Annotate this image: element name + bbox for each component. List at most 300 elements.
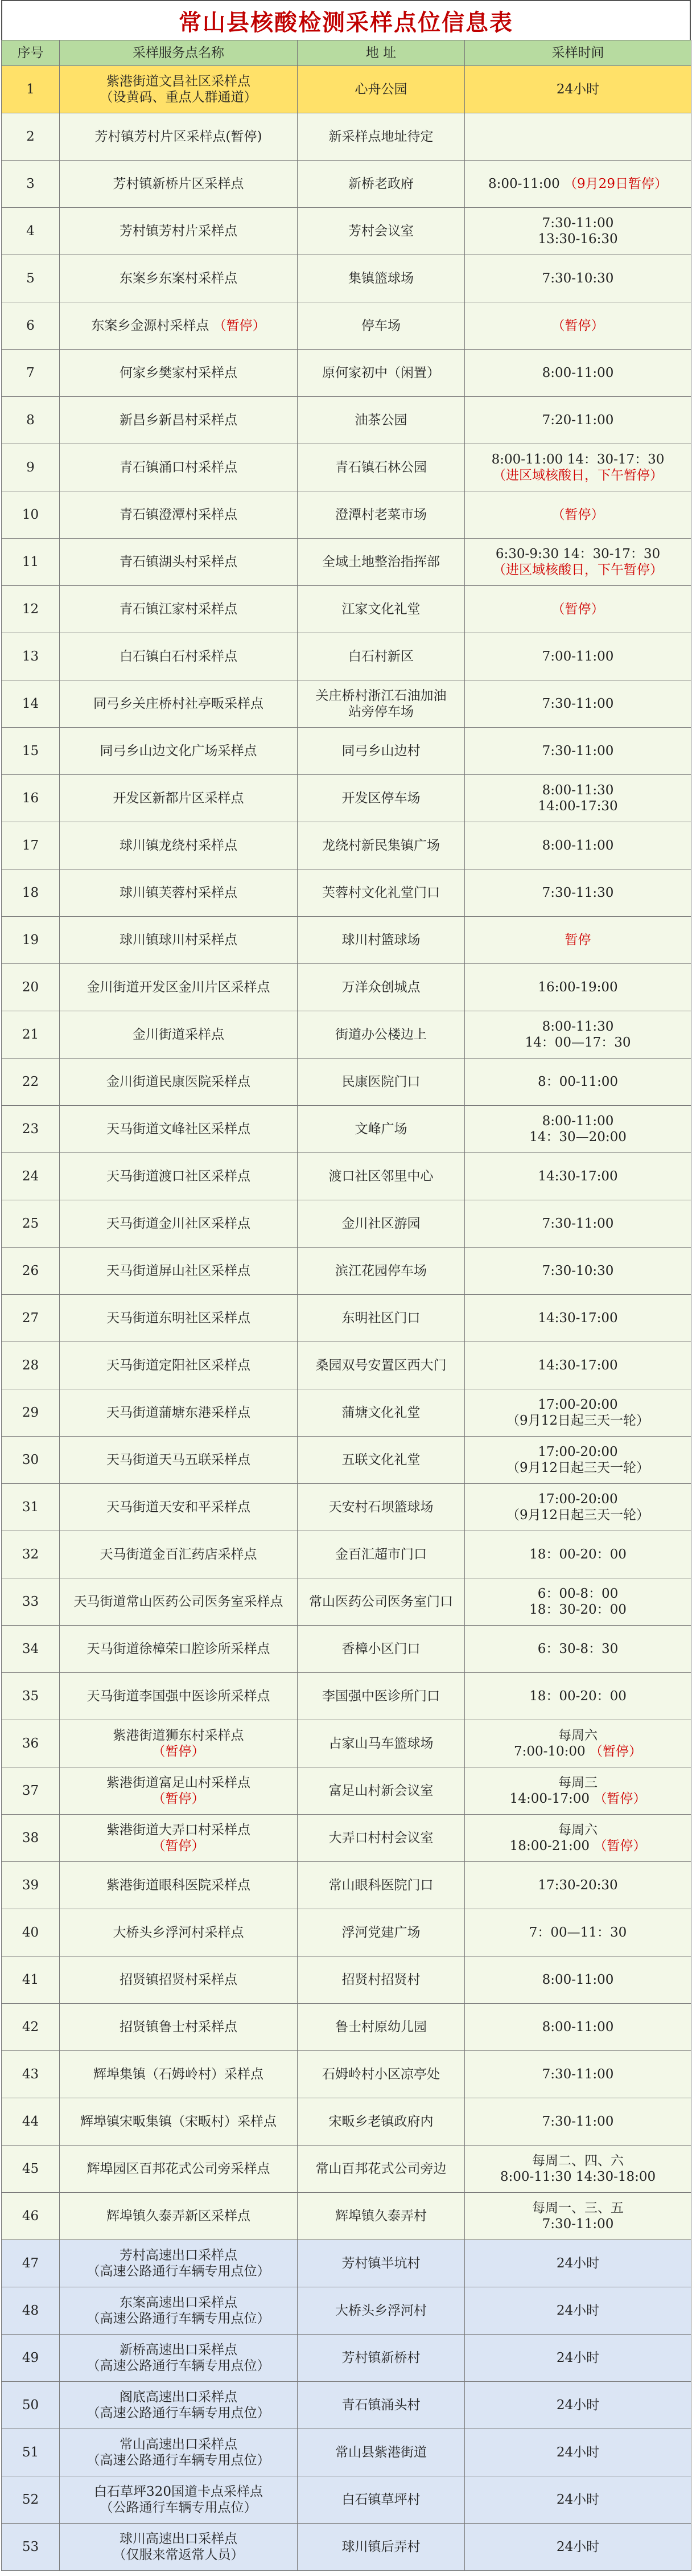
cell-time-line: （暂停） <box>551 602 604 617</box>
table-row <box>2 869 691 917</box>
cell-time <box>465 2193 691 2240</box>
table-row <box>2 2382 691 2429</box>
cell-no: 43 <box>2 2051 60 2098</box>
cell-time <box>465 1437 691 1484</box>
cell-name <box>60 2193 298 2240</box>
cell-name <box>60 2240 298 2287</box>
cell-time-line: 16:00-19:00 <box>538 980 618 995</box>
cell-address <box>298 1342 465 1389</box>
cell-address-line: 东明社区门口 <box>341 1311 421 1326</box>
red-note: （9月29日暂停） <box>564 177 668 191</box>
cell-time-line: 7：00—11：30 <box>529 1925 627 1940</box>
table-row <box>2 917 691 964</box>
cell-time-line: 8:00-11:00 <box>542 1972 614 1987</box>
cell-name <box>60 1626 298 1673</box>
cell-time <box>465 1862 691 1909</box>
cell-time <box>465 1720 691 1767</box>
cell-name-line: 大桥头乡浮河村采样点 <box>113 1925 244 1940</box>
cell-time-line: 6：00-8：00 <box>537 1586 619 1601</box>
cell-no: 7 <box>2 350 60 397</box>
table-row <box>2 2335 691 2382</box>
cell-time <box>465 2382 691 2429</box>
table-row <box>2 2287 691 2335</box>
cell-name <box>60 2287 298 2335</box>
cell-name-line: 阁底高速出口采样点 <box>120 2390 237 2405</box>
cell-address <box>298 208 465 255</box>
cell-no: 46 <box>2 2193 60 2240</box>
cell-name-line: 金川街道民康医院采样点 <box>106 1074 250 1089</box>
cell-address-line: 集镇篮球场 <box>348 271 414 286</box>
table-row <box>2 302 691 350</box>
cell-address-line: 鲁士村原幼儿园 <box>335 2020 427 2034</box>
cell-address-line: 招贤村招贤村 <box>341 1972 421 1987</box>
cell-time <box>465 1342 691 1389</box>
cell-address-line: 芙蓉村文化礼堂门口 <box>322 885 440 900</box>
cell-name-line: 紫港街道大弄口村采样点 <box>106 1823 250 1837</box>
cell-time <box>465 2240 691 2287</box>
red-note: （暂停） <box>590 1744 642 1759</box>
cell-address <box>298 2335 465 2382</box>
cell-time-line: 24小时 <box>556 82 600 97</box>
cell-address-line: 常山县紫港街道 <box>335 2445 427 2460</box>
cell-address <box>298 350 465 397</box>
table-row <box>2 1389 691 1437</box>
cell-time <box>465 917 691 964</box>
cell-time-line: 24小时 <box>556 2351 600 2365</box>
cell-no: 20 <box>2 964 60 1011</box>
cell-no: 44 <box>2 2098 60 2146</box>
cell-address <box>298 491 465 539</box>
cell-time <box>465 66 691 113</box>
cell-name <box>60 444 298 491</box>
cell-address <box>298 1578 465 1626</box>
table-header-row <box>2 40 691 66</box>
cell-time-line: 7:30-11:00 <box>542 2114 614 2129</box>
cell-time <box>465 2476 691 2524</box>
cell-no: 38 <box>2 1815 60 1862</box>
cell-no: 23 <box>2 1106 60 1153</box>
cell-name <box>60 728 298 775</box>
cell-time-line <box>468 1744 687 1759</box>
cell-name-line: 金川街道采样点 <box>133 1027 224 1042</box>
cell-address-line: 渡口社区邻里中心 <box>328 1169 434 1184</box>
cell-address-line: 停车场 <box>361 318 401 333</box>
cell-name-line: （暂停） <box>152 1791 205 1806</box>
cell-name-line: （高速公路通行车辆专用点位） <box>86 2311 270 2326</box>
cell-no: 22 <box>2 1059 60 1106</box>
cell-time-line: （进区域核酸日，下午暂停） <box>493 563 663 577</box>
header-name: 采样服务点名称 <box>60 40 298 66</box>
cell-time-line: 24小时 <box>556 2303 600 2318</box>
cell-name <box>60 1248 298 1295</box>
cell-address <box>298 2524 465 2571</box>
table-row <box>2 2240 691 2287</box>
cell-address-line: 开发区停车场 <box>341 791 421 806</box>
cell-name <box>60 633 298 680</box>
cell-no: 15 <box>2 728 60 775</box>
red-note: （暂停） <box>594 1839 646 1853</box>
cell-address <box>298 444 465 491</box>
table-row <box>2 2193 691 2240</box>
cell-time-line: （9月12日起三天一轮） <box>506 1413 649 1428</box>
cell-name-line: 球川高速出口采样点 <box>120 2532 237 2546</box>
cell-address <box>298 728 465 775</box>
cell-address <box>298 964 465 1011</box>
cell-address-line: 占家山马车篮球场 <box>328 1736 434 1751</box>
sampling-sites-table <box>1 40 691 2571</box>
cell-name-line: 辉埠镇宋畈集镇（宋畈村）采样点 <box>80 2114 277 2129</box>
table-row <box>2 1909 691 1956</box>
cell-address <box>298 1720 465 1767</box>
cell-no: 4 <box>2 208 60 255</box>
cell-time-line: （暂停） <box>551 318 604 333</box>
cell-time-line: 17:30-20:30 <box>538 1878 618 1893</box>
cell-time <box>465 1767 691 1815</box>
cell-address <box>298 2051 465 2098</box>
cell-time-line: 8:00-11:00 <box>542 366 614 380</box>
cell-no: 45 <box>2 2146 60 2193</box>
cell-address-line: 澄潭村老菜市场 <box>335 507 427 522</box>
cell-name-line: 天马街道文峰社区采样点 <box>106 1122 250 1137</box>
text-segment: 8:00-11:00 <box>488 177 565 191</box>
table-row <box>2 208 691 255</box>
cell-name-line: 白石草坪320国道卡点采样点 <box>94 2484 263 2499</box>
table-row <box>2 2098 691 2146</box>
table-row <box>2 680 691 728</box>
cell-name-line: 天马街道常山医药公司医务室采样点 <box>73 1594 283 1609</box>
cell-address <box>298 1909 465 1956</box>
cell-no: 13 <box>2 633 60 680</box>
table-row <box>2 255 691 302</box>
cell-no: 34 <box>2 1626 60 1673</box>
cell-name-line: 球川镇芙蓉村采样点 <box>120 885 237 900</box>
cell-time-line: 7:30-10:30 <box>542 1264 614 1278</box>
cell-no: 5 <box>2 255 60 302</box>
cell-time-line: 每周六 <box>558 1823 598 1837</box>
cell-no: 51 <box>2 2429 60 2476</box>
cell-name-line: （公路通行车辆专用点位） <box>100 2500 257 2515</box>
cell-name <box>60 113 298 161</box>
cell-time <box>465 1531 691 1578</box>
cell-name <box>60 2004 298 2051</box>
cell-name <box>60 1153 298 1200</box>
cell-address-line: 白石村新区 <box>348 649 414 664</box>
cell-time-line: 7:00-11:00 <box>542 649 614 664</box>
cell-time <box>465 491 691 539</box>
cell-address <box>298 2004 465 2051</box>
cell-time <box>465 728 691 775</box>
cell-time-line: 17:00-20:00 <box>538 1445 618 1459</box>
cell-time <box>465 1956 691 2004</box>
cell-name-line: 天马街道屏山社区采样点 <box>106 1264 250 1278</box>
cell-time-line: 6：30-8：30 <box>537 1642 619 1656</box>
cell-time <box>465 2287 691 2335</box>
cell-name-line: 天马街道蒲塘东港采样点 <box>106 1405 250 1420</box>
cell-time-line: 8:00-11:30 14:30-18:00 <box>500 2169 656 2184</box>
cell-name <box>60 1295 298 1342</box>
header-time: 采样时间 <box>465 40 691 66</box>
cell-time <box>465 1626 691 1673</box>
cell-name-line: 青石镇江家村采样点 <box>120 602 237 617</box>
table-row <box>2 1153 691 1200</box>
text-segment: 14:00-17:00 <box>509 1791 594 1806</box>
cell-address <box>298 161 465 208</box>
cell-name <box>60 964 298 1011</box>
title-bar <box>1 0 691 40</box>
cell-address <box>298 1059 465 1106</box>
table-row <box>2 2004 691 2051</box>
table-row <box>2 1578 691 1626</box>
cell-no: 18 <box>2 869 60 917</box>
table-row <box>2 113 691 161</box>
cell-no: 39 <box>2 1862 60 1909</box>
table-row <box>2 728 691 775</box>
cell-time-line: 8:00-11:00 <box>542 838 614 853</box>
cell-address-line: 大桥头乡浮河村 <box>335 2303 427 2318</box>
red-note: （暂停） <box>594 1791 646 1806</box>
cell-time-line: （暂停） <box>551 507 604 522</box>
cell-address <box>298 586 465 633</box>
cell-time <box>465 255 691 302</box>
table-row <box>2 1767 691 1815</box>
cell-time-line: 14：00—17：30 <box>525 1035 631 1050</box>
cell-time-line: 每周二、四、六 <box>532 2153 624 2168</box>
cell-no: 26 <box>2 1248 60 1295</box>
cell-time-line: 7:30-11:00 <box>542 1216 614 1231</box>
cell-address-line: 站旁停车场 <box>348 704 414 719</box>
cell-time-line: 24小时 <box>556 2256 600 2271</box>
cell-no: 49 <box>2 2335 60 2382</box>
cell-address <box>298 680 465 728</box>
cell-name <box>60 1862 298 1909</box>
table-row <box>2 2429 691 2476</box>
cell-address-line: 原何家初中（闲置） <box>322 366 440 380</box>
cell-time-line: 18：30-20：00 <box>529 1602 627 1617</box>
cell-no: 50 <box>2 2382 60 2429</box>
text-segment: 7:00-10:00 <box>513 1744 590 1759</box>
cell-time <box>465 2051 691 2098</box>
table-row <box>2 2051 691 2098</box>
table-row <box>2 775 691 822</box>
cell-time-line: 7:30-11:00 <box>542 744 614 758</box>
cell-time-line: 7:30-11:00 <box>542 2217 614 2232</box>
header-no: 序号 <box>2 40 60 66</box>
cell-address <box>298 822 465 869</box>
cell-time-line: 8:00-11:00 <box>542 1114 614 1129</box>
cell-name-line: 芳村镇芳村片采样点 <box>120 224 237 239</box>
cell-address <box>298 1956 465 2004</box>
table-row <box>2 350 691 397</box>
cell-name-line: 天马街道金川社区采样点 <box>106 1216 250 1231</box>
cell-time <box>465 1059 691 1106</box>
cell-name-line: 天马街道天马五联采样点 <box>106 1453 250 1467</box>
cell-name <box>60 1815 298 1862</box>
cell-no: 53 <box>2 2524 60 2571</box>
cell-name-line: 天马街道东明社区采样点 <box>106 1311 250 1326</box>
cell-address-line: 江家文化礼堂 <box>341 602 421 617</box>
cell-no: 24 <box>2 1153 60 1200</box>
cell-time-line: 每周六 <box>558 1728 598 1743</box>
text-segment: 东案乡金源村采样点 <box>91 318 213 333</box>
cell-address <box>298 113 465 161</box>
cell-address-line: 全域土地整治指挥部 <box>322 555 440 569</box>
cell-address <box>298 2429 465 2476</box>
cell-name-line: 芳村镇新桥片区采样点 <box>113 177 244 191</box>
cell-address <box>298 917 465 964</box>
cell-address-line: 新桥老政府 <box>348 177 414 191</box>
cell-time-line: （9月12日起三天一轮） <box>506 1461 649 1475</box>
cell-no: 16 <box>2 775 60 822</box>
cell-name-line: 金川街道开发区金川片区采样点 <box>86 980 270 995</box>
cell-address <box>298 1767 465 1815</box>
cell-no: 35 <box>2 1673 60 1720</box>
cell-time-line: 8:00-11:00 14：30-17：30 <box>491 452 665 467</box>
cell-name <box>60 1200 298 1248</box>
cell-time-line: 8:00-11:30 <box>542 1019 614 1034</box>
cell-name-line: （高速公路通行车辆专用点位） <box>86 2358 270 2373</box>
table-row <box>2 1248 691 1295</box>
table-row <box>2 1342 691 1389</box>
cell-address-line: 金川社区游园 <box>341 1216 421 1231</box>
cell-name-line: 何家乡樊家村采样点 <box>120 366 237 380</box>
cell-address-line: 常山百邦花式公司旁边 <box>315 2161 447 2176</box>
cell-address <box>298 633 465 680</box>
cell-no: 30 <box>2 1437 60 1484</box>
cell-name-line: 东案高速出口采样点 <box>120 2295 237 2310</box>
cell-address <box>298 1626 465 1673</box>
cell-name-line: 青石镇湖头村采样点 <box>120 555 237 569</box>
cell-time-line: 7:30-11:00 <box>542 2067 614 2082</box>
cell-address <box>298 2382 465 2429</box>
cell-address-line: 富足山村新会议室 <box>328 1783 434 1798</box>
cell-address <box>298 1673 465 1720</box>
cell-no: 8 <box>2 397 60 444</box>
cell-address-line: 球川村篮球场 <box>341 933 421 947</box>
cell-address-line: 五联文化礼堂 <box>341 1453 421 1467</box>
cell-name <box>60 1059 298 1106</box>
cell-time <box>465 869 691 917</box>
table-row <box>2 1484 691 1531</box>
cell-time <box>465 539 691 586</box>
cell-name <box>60 917 298 964</box>
cell-name-line: 新昌乡新昌村采样点 <box>120 413 237 428</box>
cell-name <box>60 1720 298 1767</box>
cell-address-line: 辉埠镇久泰弄村 <box>335 2209 427 2224</box>
cell-time <box>465 1578 691 1626</box>
cell-no: 12 <box>2 586 60 633</box>
cell-name-line: 同弓乡山边文化广场采样点 <box>100 744 257 758</box>
cell-address-line: 油茶公园 <box>355 413 407 428</box>
cell-time <box>465 302 691 350</box>
cell-address-line: 街道办公楼边上 <box>335 1027 427 1042</box>
cell-time-line: 14:30-17:00 <box>538 1311 618 1326</box>
cell-name-line: 开发区新都片区采样点 <box>113 791 244 806</box>
cell-time-line: 8：00-11:00 <box>538 1074 618 1089</box>
cell-time <box>465 2429 691 2476</box>
cell-name <box>60 1956 298 2004</box>
cell-name <box>60 822 298 869</box>
cell-address-line: 同弓乡山边村 <box>341 744 421 758</box>
cell-time <box>465 2335 691 2382</box>
text-segment: 18:00-21:00 <box>509 1839 594 1853</box>
table-row <box>2 1106 691 1153</box>
cell-address <box>298 1200 465 1248</box>
table-row <box>2 1862 691 1909</box>
table-row <box>2 1200 691 1248</box>
cell-name <box>60 586 298 633</box>
cell-name-line: 球川镇龙绕村采样点 <box>120 838 237 853</box>
cell-name-line: 天马街道定阳社区采样点 <box>106 1358 250 1373</box>
cell-no: 6 <box>2 302 60 350</box>
cell-address <box>298 2476 465 2524</box>
table-row <box>2 2524 691 2571</box>
table-row <box>2 1720 691 1767</box>
cell-name-line: 辉埠集镇（石姆岭村）采样点 <box>93 2067 263 2082</box>
cell-address-line: 关庄桥村浙江石油加油 <box>315 688 447 703</box>
cell-time <box>465 2524 691 2571</box>
cell-time <box>465 113 691 161</box>
cell-address <box>298 1248 465 1295</box>
cell-name-line: 招贤镇招贤村采样点 <box>120 1972 237 1987</box>
cell-address-line: 天安村石坝篮球场 <box>328 1500 434 1515</box>
cell-address <box>298 775 465 822</box>
cell-address-line: 龙绕村新民集镇广场 <box>322 838 440 853</box>
cell-address-line: 青石镇石林公园 <box>335 460 427 475</box>
cell-name-line: 新桥高速出口采样点 <box>120 2343 237 2357</box>
cell-name-line: 天马街道徐樟荣口腔诊所采样点 <box>86 1642 270 1656</box>
cell-time-line: 8:00-11:30 <box>542 783 614 798</box>
cell-address-line: 新采样点地址待定 <box>328 129 434 144</box>
cell-name-line: （暂停） <box>152 1744 205 1759</box>
cell-address <box>298 539 465 586</box>
cell-address-line: 宋畈乡老镇政府内 <box>328 2114 434 2129</box>
cell-name-line: （高速公路通行车辆专用点位） <box>86 2406 270 2421</box>
cell-time <box>465 633 691 680</box>
cell-time <box>465 2098 691 2146</box>
cell-address <box>298 869 465 917</box>
cell-address <box>298 1437 465 1484</box>
table-row <box>2 964 691 1011</box>
table-row <box>2 539 691 586</box>
cell-name <box>60 397 298 444</box>
cell-no: 10 <box>2 491 60 539</box>
table-row <box>2 66 691 113</box>
table-row <box>2 1531 691 1578</box>
cell-name-line <box>63 318 294 334</box>
cell-name-line: （仅服来常返常人员） <box>113 2548 244 2562</box>
red-note: （暂停） <box>213 318 266 333</box>
cell-no: 41 <box>2 1956 60 2004</box>
cell-address-line: 李国强中医诊所门口 <box>322 1689 440 1704</box>
cell-name <box>60 2051 298 2098</box>
table-row <box>2 491 691 539</box>
cell-name-line: 天马街道金百汇药店采样点 <box>100 1547 257 1562</box>
cell-time <box>465 397 691 444</box>
cell-address <box>298 1862 465 1909</box>
cell-no: 25 <box>2 1200 60 1248</box>
cell-name-line: 紫港街道狮东村采样点 <box>113 1728 244 1743</box>
cell-time-line: 14：30—20:00 <box>529 1130 627 1145</box>
cell-address-line: 芳村镇新桥村 <box>341 2351 421 2365</box>
cell-time-line: 24小时 <box>556 2445 600 2460</box>
cell-address-line: 桑园双号安置区西大门 <box>315 1358 447 1373</box>
cell-address <box>298 1531 465 1578</box>
cell-address-line: 芳村会议室 <box>348 224 414 239</box>
cell-name-line: 辉埠园区百邦花式公司旁采样点 <box>86 2161 270 2176</box>
cell-name-line: 紫港街道眼科医院采样点 <box>106 1878 250 1893</box>
cell-time-line: 7:30-11:00 <box>542 696 614 711</box>
cell-time-line: 17:00-20:00 <box>538 1397 618 1412</box>
